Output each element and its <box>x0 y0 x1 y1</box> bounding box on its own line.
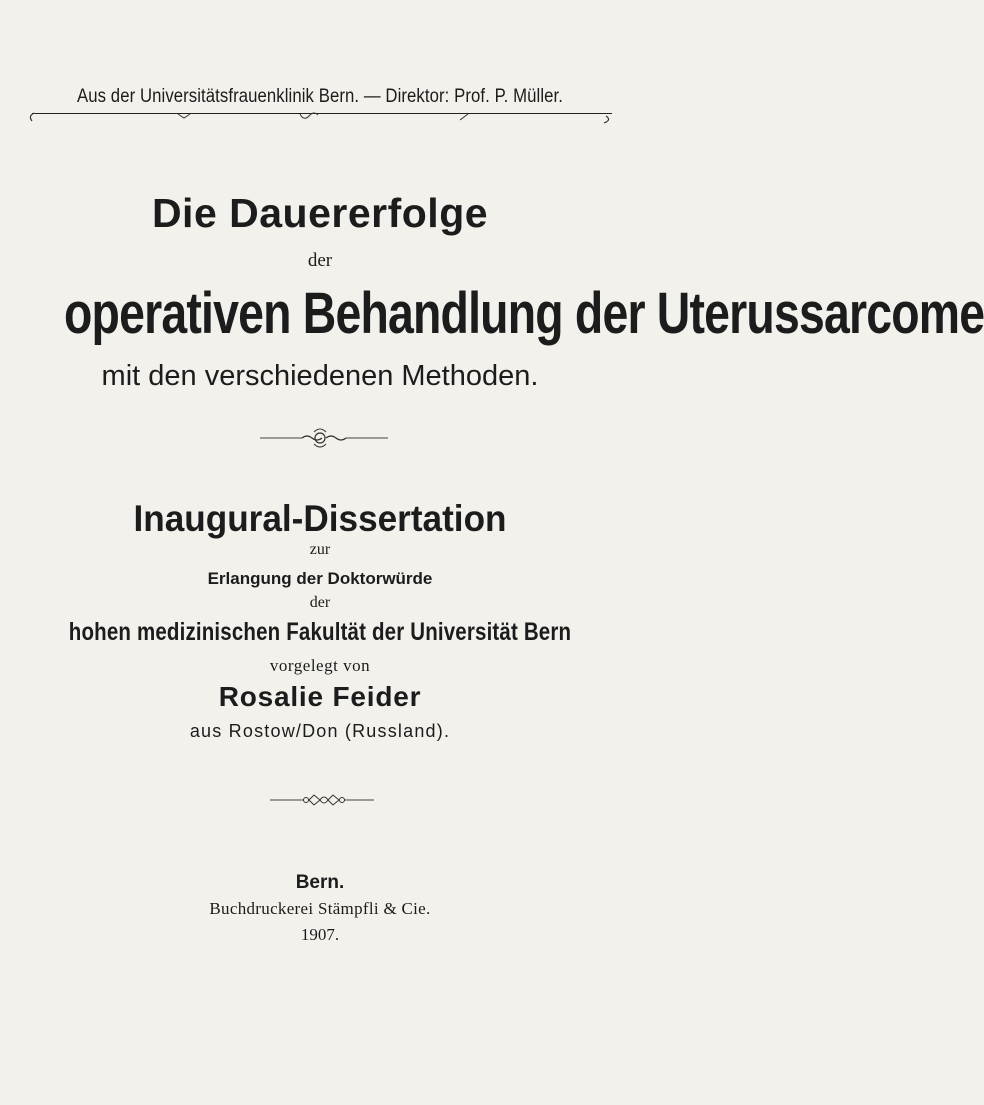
ornament-divider-small <box>0 790 640 810</box>
title-methods: mit den verschiedenen Methoden. <box>101 360 539 392</box>
dissertation-der: der <box>309 594 331 611</box>
dissertation-type: Inaugural-Dissertation <box>133 498 507 539</box>
dissertation-submitted-by: vorgelegt von <box>269 656 371 675</box>
dissertation-faculty: hohen medizinischen Fakultät der Universität Bern <box>68 618 572 646</box>
header-affiliation: Aus der Universitätsfrauenklinik Bern. — Direktor: Prof. P. Müller. <box>76 86 564 107</box>
dissertation-purpose: Erlangung der Doktorwürde <box>207 569 433 588</box>
author-origin: aus Rostow/Don (Russland). <box>189 721 451 741</box>
title-main: Die Dauererfolge <box>151 190 489 236</box>
dissertation-zur: zur <box>309 541 331 558</box>
imprint-year: 1907. <box>300 925 340 944</box>
imprint-printer: Buchdruckerei Stämpfli & Cie. <box>209 899 431 918</box>
title-subject: operativen Behandlung der Uterussarcome <box>64 281 984 346</box>
author-name: Rosalie Feider <box>218 681 422 712</box>
header-ornament <box>28 112 612 126</box>
ornament-divider <box>0 426 640 450</box>
title-connector: der <box>307 250 333 271</box>
imprint-city: Bern. <box>295 872 345 893</box>
